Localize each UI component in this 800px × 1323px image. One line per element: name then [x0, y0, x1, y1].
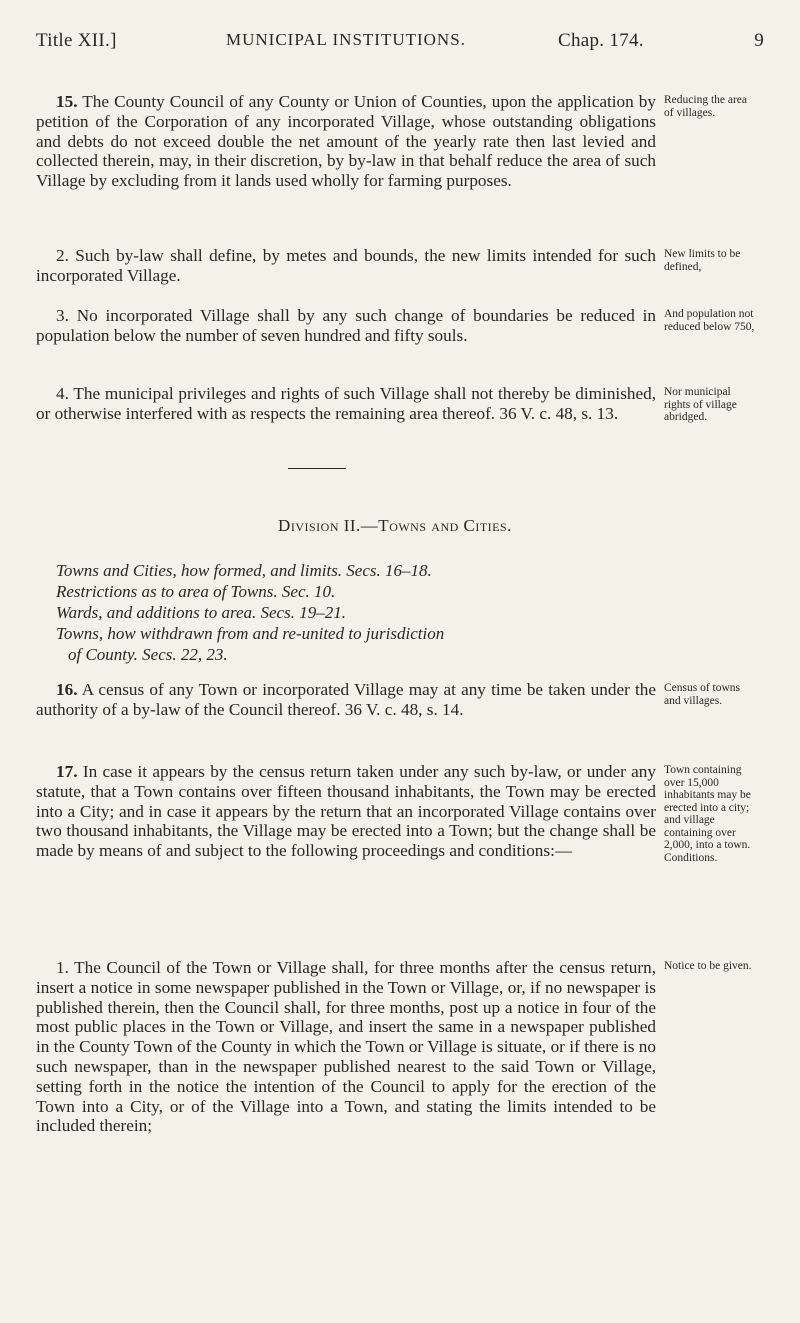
section-15-3 — [36, 306, 755, 346]
division-heading-text: Division II.—Towns and Cities. — [278, 516, 512, 535]
margin-note: Notice to be given. — [664, 960, 752, 972]
section-17-text — [36, 762, 656, 861]
margin-note: Reducing the area of villages. — [664, 94, 748, 119]
header-subject: MUNICIPAL INSTITUTIONS. — [226, 30, 466, 49]
section-17-1-text: 1. The Council of the Town or Village shall, for three months after the census return, insert a notice in some newspaper published in the Town or Village, or, if no newspaper is published therein, then the Council shall, for three months, post up a notice in four of the most public places in the Town or Village, and insert the same in a newspaper published in the County Town of the County in which the Town or Village is situate, or if there is no such newspaper, than in the newspaper published nearest to the said Town or Village, setting forth in the notice the intention of the Council to apply for the erection of the Town into a City, or of the Village into a Town, and stating the limits intended to be included therein; — [36, 958, 656, 1136]
contents-line: Towns and Cities, how formed, and limits. Secs. 16–18. — [56, 561, 432, 580]
section-15-2 — [36, 246, 741, 286]
section-number: 15. — [56, 92, 78, 111]
contents-line: Wards, and additions to area. Secs. 19–21. — [56, 603, 346, 622]
contents-line: Towns, how withdrawn from and re-united to jurisdiction — [56, 624, 445, 643]
contents-line: Restrictions as to area of Towns. Sec. 10. — [56, 582, 336, 601]
header-title: Title XII.] — [36, 30, 117, 51]
margin-note: Census of towns and villages. — [664, 682, 741, 707]
section-15-3-text: 3. No incorporated Village shall by any such change of boundaries be reduced in population below the number of seven hundred and fifty souls. — [36, 306, 656, 345]
section-number: 16. — [56, 680, 78, 699]
margin-note: Town containing over 15,000 inhabitants may be erected into a city; and village containing over 2,000, into a town. Conditions. — [664, 764, 751, 864]
section-body: A census of any Town or incorporated Village may at any time be taken under the authority of a by-law of the Council thereof. 36 V. c. 48, s. 14. — [36, 680, 656, 719]
margin-note: New limits to be defined, — [664, 248, 741, 273]
section-number: 17. — [56, 762, 78, 781]
section-15-2-text: 2. Such by-law shall define, by metes and bounds, the new limits intended for such incorporated Village. — [36, 246, 656, 285]
division-heading — [36, 516, 754, 536]
header-chapter: Chap. 174. — [558, 30, 644, 51]
section-15-4-text: 4. The municipal privileges and rights of such Village shall not thereby be diminished, or otherwise interfered with as respects the remaining area thereof. 36 V. c. 48, s. 13. — [36, 384, 656, 423]
section-body: In case it appears by the census return taken under any such by-law, or under any statute, that a Town contains over fifteen thousand inhabitants, the Town may be erected into a City; and in case it appears by the return that an incorporated Village contains over two thousand inhabitants, the Village may be erected into a Town; but the change shall be made by means of and subject to the following proceedings and conditions:— — [36, 762, 656, 861]
section-17 — [36, 762, 751, 864]
section-15 — [36, 92, 748, 191]
contents-line: of County. Secs. 22, 23. — [68, 645, 228, 664]
margin-note: Nor municipal rights of village abridged. — [664, 386, 737, 423]
section-17-1 — [36, 958, 752, 1136]
section-16-text — [36, 680, 656, 720]
section-15-4 — [36, 384, 737, 424]
section-divider-rule — [288, 468, 346, 469]
section-15-text — [36, 92, 656, 191]
section-16 — [36, 680, 741, 720]
division-contents — [36, 560, 656, 665]
section-body: The County Council of any County or Union of Counties, upon the application by petition of the Corporation of any incorporated Village, whose outstanding obligations and debts do not exceed double the net amount of the yearly rate then last levied and collected therein, may, in their discretion, by by-law in that behalf reduce the area of such Village by excluding from it lands used wholly for farming purposes. — [36, 92, 656, 191]
margin-note: And population not reduced below 750, — [664, 308, 755, 333]
running-header — [36, 30, 764, 60]
page-number: 9 — [754, 30, 764, 51]
